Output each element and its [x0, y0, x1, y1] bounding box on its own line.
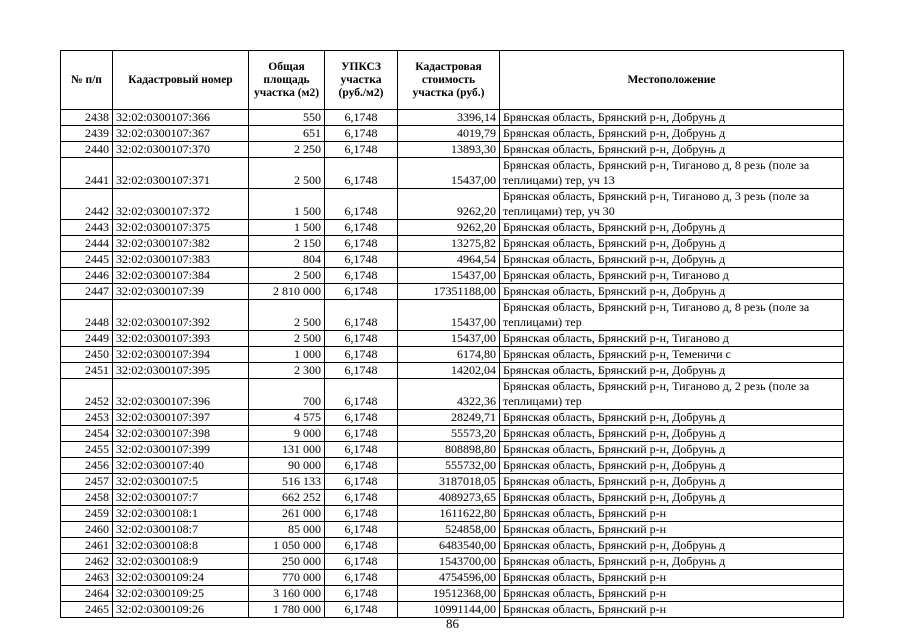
cell-cadastral-number: 32:02:0300107:382 — [113, 236, 249, 252]
cell-num: 2447 — [61, 284, 113, 300]
cell-location: Брянская область, Брянский р-н, Добрунь д — [500, 252, 844, 268]
cell-area: 1 500 — [249, 189, 325, 220]
cell-location: Брянская область, Брянский р-н, Добрунь д — [500, 110, 844, 126]
cell-cost: 28249,71 — [398, 410, 500, 426]
cell-area: 9 000 — [249, 426, 325, 442]
cell-rate: 6,1748 — [325, 586, 398, 602]
cell-cadastral-number: 32:02:0300107:366 — [113, 110, 249, 126]
cell-num: 2459 — [61, 506, 113, 522]
cell-area: 1 780 000 — [249, 602, 325, 618]
cell-num: 2452 — [61, 379, 113, 410]
cell-num: 2464 — [61, 586, 113, 602]
cadastral-table — [60, 50, 844, 618]
cell-rate: 6,1748 — [325, 189, 398, 220]
table-row — [61, 554, 844, 570]
cell-location: Брянская область, Брянский р-н, Добрунь д — [500, 490, 844, 506]
cell-rate: 6,1748 — [325, 410, 398, 426]
table-row — [61, 379, 844, 410]
cell-rate: 6,1748 — [325, 142, 398, 158]
cell-area: 2 500 — [249, 158, 325, 189]
cell-rate: 6,1748 — [325, 458, 398, 474]
cell-area: 804 — [249, 252, 325, 268]
cell-cost: 9262,20 — [398, 189, 500, 220]
cell-rate: 6,1748 — [325, 300, 398, 331]
cell-cadastral-number: 32:02:0300107:40 — [113, 458, 249, 474]
cell-num: 2442 — [61, 189, 113, 220]
cell-area: 1 000 — [249, 347, 325, 363]
cell-location: Брянская область, Брянский р-н, Теменичи с — [500, 347, 844, 363]
cell-location: Брянская область, Брянский р-н — [500, 522, 844, 538]
cell-rate: 6,1748 — [325, 126, 398, 142]
cell-rate: 6,1748 — [325, 442, 398, 458]
table-row — [61, 490, 844, 506]
header-num: № п/п — [61, 51, 113, 110]
cell-area: 85 000 — [249, 522, 325, 538]
cell-area: 651 — [249, 126, 325, 142]
cell-area: 770 000 — [249, 570, 325, 586]
table-row — [61, 158, 844, 189]
cell-num: 2445 — [61, 252, 113, 268]
cell-cost: 15437,00 — [398, 300, 500, 331]
cell-num: 2450 — [61, 347, 113, 363]
cell-rate: 6,1748 — [325, 284, 398, 300]
cell-location: Брянская область, Брянский р-н — [500, 506, 844, 522]
cell-rate: 6,1748 — [325, 158, 398, 189]
cell-location: Брянская область, Брянский р-н, Добрунь д — [500, 442, 844, 458]
cell-location: Брянская область, Брянский р-н, Тиганово д — [500, 268, 844, 284]
table-row — [61, 236, 844, 252]
table-row — [61, 300, 844, 331]
table-row — [61, 506, 844, 522]
cell-num: 2446 — [61, 268, 113, 284]
header-cost: Кадастровая стоимость участка (руб.) — [398, 51, 500, 110]
cell-rate: 6,1748 — [325, 426, 398, 442]
cell-num: 2455 — [61, 442, 113, 458]
header-row — [61, 51, 844, 110]
cell-location: Брянская область, Брянский р-н, Тиганово д, 8 резь (поле за теплицами) тер, уч 13 — [500, 158, 844, 189]
cell-area: 516 133 — [249, 474, 325, 490]
cell-cadastral-number: 32:02:0300107:371 — [113, 158, 249, 189]
cell-rate: 6,1748 — [325, 602, 398, 618]
cell-area: 2 300 — [249, 363, 325, 379]
table-row — [61, 189, 844, 220]
cell-rate: 6,1748 — [325, 570, 398, 586]
cell-cost: 4089273,65 — [398, 490, 500, 506]
cell-rate: 6,1748 — [325, 220, 398, 236]
table-row — [61, 331, 844, 347]
table-row — [61, 458, 844, 474]
table-row — [61, 347, 844, 363]
cell-num: 2458 — [61, 490, 113, 506]
cell-location: Брянская область, Брянский р-н — [500, 586, 844, 602]
cell-cadastral-number: 32:02:0300108:7 — [113, 522, 249, 538]
cell-area: 2 500 — [249, 331, 325, 347]
cell-location: Брянская область, Брянский р-н, Добрунь д — [500, 538, 844, 554]
cell-num: 2453 — [61, 410, 113, 426]
cell-area: 2 500 — [249, 300, 325, 331]
cell-cadastral-number: 32:02:0300107:384 — [113, 268, 249, 284]
table-row — [61, 570, 844, 586]
cell-area: 90 000 — [249, 458, 325, 474]
cell-location: Брянская область, Брянский р-н, Добрунь д — [500, 474, 844, 490]
cell-area: 662 252 — [249, 490, 325, 506]
cell-rate: 6,1748 — [325, 236, 398, 252]
cell-location: Брянская область, Брянский р-н, Добрунь д — [500, 236, 844, 252]
cell-cost: 6483540,00 — [398, 538, 500, 554]
cell-num: 2460 — [61, 522, 113, 538]
table-row — [61, 220, 844, 236]
cell-rate: 6,1748 — [325, 347, 398, 363]
cell-cadastral-number: 32:02:0300109:25 — [113, 586, 249, 602]
cell-cost: 13893,30 — [398, 142, 500, 158]
cell-location: Брянская область, Брянский р-н — [500, 602, 844, 618]
table-body — [61, 110, 844, 618]
cell-rate: 6,1748 — [325, 110, 398, 126]
cell-rate: 6,1748 — [325, 554, 398, 570]
table-row — [61, 268, 844, 284]
cell-cadastral-number: 32:02:0300107:392 — [113, 300, 249, 331]
cell-cost: 19512368,00 — [398, 586, 500, 602]
cell-cadastral-number: 32:02:0300108:8 — [113, 538, 249, 554]
cell-cost: 1543700,00 — [398, 554, 500, 570]
cell-num: 2440 — [61, 142, 113, 158]
cell-cadastral-number: 32:02:0300109:24 — [113, 570, 249, 586]
cell-rate: 6,1748 — [325, 538, 398, 554]
cell-location: Брянская область, Брянский р-н, Добрунь д — [500, 126, 844, 142]
cell-cost: 17351188,00 — [398, 284, 500, 300]
cell-cadastral-number: 32:02:0300107:395 — [113, 363, 249, 379]
cell-cost: 3396,14 — [398, 110, 500, 126]
cell-cost: 1611622,80 — [398, 506, 500, 522]
cell-cadastral-number: 32:02:0300108:9 — [113, 554, 249, 570]
table-row — [61, 126, 844, 142]
table-row — [61, 426, 844, 442]
cell-location: Брянская область, Брянский р-н, Добрунь д — [500, 363, 844, 379]
cell-num: 2456 — [61, 458, 113, 474]
cell-cost: 555732,00 — [398, 458, 500, 474]
cell-num: 2465 — [61, 602, 113, 618]
cell-cadastral-number: 32:02:0300107:399 — [113, 442, 249, 458]
cell-location: Брянская область, Брянский р-н, Тиганово д — [500, 331, 844, 347]
cell-cost: 55573,20 — [398, 426, 500, 442]
cell-cadastral-number: 32:02:0300107:39 — [113, 284, 249, 300]
cell-cadastral-number: 32:02:0300107:375 — [113, 220, 249, 236]
cell-cadastral-number: 32:02:0300107:372 — [113, 189, 249, 220]
cell-cadastral-number: 32:02:0300107:7 — [113, 490, 249, 506]
table-row — [61, 474, 844, 490]
cell-cadastral-number: 32:02:0300109:26 — [113, 602, 249, 618]
cell-area: 1 500 — [249, 220, 325, 236]
cell-location: Брянская область, Брянский р-н, Добрунь д — [500, 142, 844, 158]
cell-location: Брянская область, Брянский р-н, Добрунь д — [500, 410, 844, 426]
header-rate: УПКСЗ участка (руб./м2) — [325, 51, 398, 110]
cell-cost: 4019,79 — [398, 126, 500, 142]
cell-num: 2462 — [61, 554, 113, 570]
cell-num: 2441 — [61, 158, 113, 189]
cell-rate: 6,1748 — [325, 363, 398, 379]
cell-num: 2448 — [61, 300, 113, 331]
cell-rate: 6,1748 — [325, 379, 398, 410]
table-row — [61, 522, 844, 538]
cell-cost: 10991144,00 — [398, 602, 500, 618]
cell-cost: 524858,00 — [398, 522, 500, 538]
cell-area: 2 810 000 — [249, 284, 325, 300]
table-row — [61, 586, 844, 602]
cell-num: 2451 — [61, 363, 113, 379]
cell-area: 1 050 000 — [249, 538, 325, 554]
cell-area: 261 000 — [249, 506, 325, 522]
header-area: Общая площадь участка (м2) — [249, 51, 325, 110]
header-cadastral-number: Кадастровый номер — [113, 51, 249, 110]
cell-location: Брянская область, Брянский р-н, Добрунь д — [500, 284, 844, 300]
cell-num: 2443 — [61, 220, 113, 236]
cell-cost: 4322,36 — [398, 379, 500, 410]
cell-area: 2 250 — [249, 142, 325, 158]
table-row — [61, 252, 844, 268]
table-row — [61, 538, 844, 554]
cell-rate: 6,1748 — [325, 522, 398, 538]
cell-cadastral-number: 32:02:0300107:397 — [113, 410, 249, 426]
cell-rate: 6,1748 — [325, 331, 398, 347]
document-sheet — [60, 50, 843, 618]
cell-rate: 6,1748 — [325, 252, 398, 268]
cell-cadastral-number: 32:02:0300107:383 — [113, 252, 249, 268]
cell-location: Брянская область, Брянский р-н, Тиганово д, 8 резь (поле за теплицами) тер — [500, 300, 844, 331]
cell-area: 550 — [249, 110, 325, 126]
cell-location: Брянская область, Брянский р-н, Добрунь д — [500, 220, 844, 236]
cell-rate: 6,1748 — [325, 506, 398, 522]
cell-area: 2 500 — [249, 268, 325, 284]
cell-num: 2463 — [61, 570, 113, 586]
cell-cadastral-number: 32:02:0300107:396 — [113, 379, 249, 410]
table-row — [61, 142, 844, 158]
header-location: Местоположение — [500, 51, 844, 110]
cell-cost: 3187018,05 — [398, 474, 500, 490]
cell-num: 2438 — [61, 110, 113, 126]
cell-cost: 4754596,00 — [398, 570, 500, 586]
cell-area: 4 575 — [249, 410, 325, 426]
cell-area: 700 — [249, 379, 325, 410]
cell-area: 2 150 — [249, 236, 325, 252]
cell-area: 3 160 000 — [249, 586, 325, 602]
cell-cadastral-number: 32:02:0300107:367 — [113, 126, 249, 142]
cell-cadastral-number: 32:02:0300107:5 — [113, 474, 249, 490]
table-header — [61, 51, 844, 110]
cell-num: 2457 — [61, 474, 113, 490]
cell-cost: 14202,04 — [398, 363, 500, 379]
cell-location: Брянская область, Брянский р-н — [500, 570, 844, 586]
cell-area: 250 000 — [249, 554, 325, 570]
cell-location: Брянская область, Брянский р-н, Тиганово д, 3 резь (поле за теплицами) тер, уч 30 — [500, 189, 844, 220]
cell-cost: 6174,80 — [398, 347, 500, 363]
cell-location: Брянская область, Брянский р-н, Тиганово д, 2 резь (поле за теплицами) тер — [500, 379, 844, 410]
table-row — [61, 284, 844, 300]
table-row — [61, 410, 844, 426]
cell-num: 2439 — [61, 126, 113, 142]
table-row — [61, 442, 844, 458]
cell-cost: 15437,00 — [398, 268, 500, 284]
cell-cost: 4964,54 — [398, 252, 500, 268]
cell-rate: 6,1748 — [325, 490, 398, 506]
cell-rate: 6,1748 — [325, 474, 398, 490]
cell-cadastral-number: 32:02:0300107:394 — [113, 347, 249, 363]
table-row — [61, 110, 844, 126]
cell-area: 131 000 — [249, 442, 325, 458]
cell-cadastral-number: 32:02:0300107:398 — [113, 426, 249, 442]
cell-location: Брянская область, Брянский р-н, Добрунь д — [500, 426, 844, 442]
cell-rate: 6,1748 — [325, 268, 398, 284]
table-row — [61, 363, 844, 379]
cell-num: 2449 — [61, 331, 113, 347]
page-number: 86 — [446, 616, 459, 631]
cell-num: 2454 — [61, 426, 113, 442]
cell-cadastral-number: 32:02:0300107:393 — [113, 331, 249, 347]
cell-cost: 15437,00 — [398, 331, 500, 347]
cell-cost: 15437,00 — [398, 158, 500, 189]
cell-location: Брянская область, Брянский р-н, Добрунь д — [500, 458, 844, 474]
cell-cost: 9262,20 — [398, 220, 500, 236]
cell-cadastral-number: 32:02:0300108:1 — [113, 506, 249, 522]
cell-cost: 13275,82 — [398, 236, 500, 252]
cell-cost: 808898,80 — [398, 442, 500, 458]
cell-cadastral-number: 32:02:0300107:370 — [113, 142, 249, 158]
cell-location: Брянская область, Брянский р-н, Добрунь д — [500, 554, 844, 570]
cell-num: 2444 — [61, 236, 113, 252]
cell-num: 2461 — [61, 538, 113, 554]
